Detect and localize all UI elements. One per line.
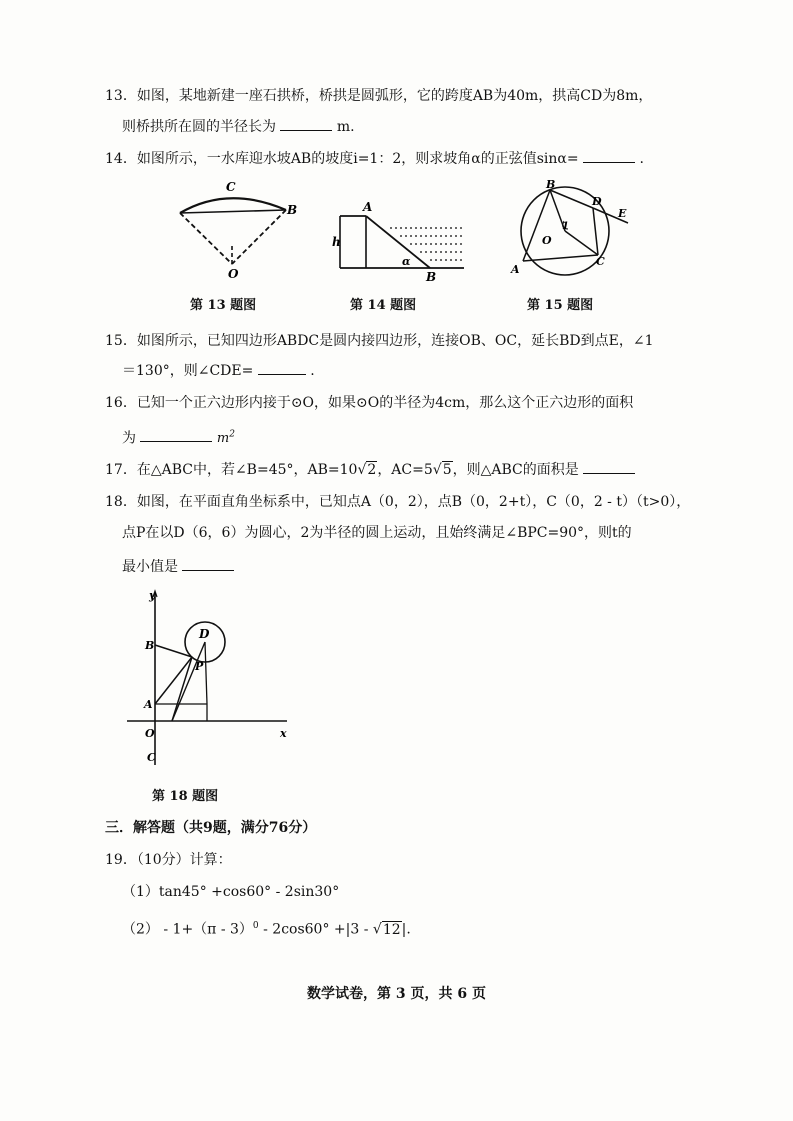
q16-prefix: 为 [122, 430, 136, 447]
q13-unit: m. [336, 119, 355, 135]
fig14-label-alpha: α [402, 255, 411, 268]
q13-answer-blank [280, 116, 332, 131]
q15-period: . [310, 363, 315, 379]
fig14-label-h: h [332, 235, 341, 249]
q17-text-a: 17．在△ABC中，若∠B=45°，AB=10 [105, 462, 358, 478]
q19-part2-exp: 0 [252, 921, 259, 931]
caption-figure-14: 第 14 题图 [350, 298, 417, 313]
q16-answer-blank [140, 427, 212, 442]
page-footer: 数学试卷，第 3 页，共 6 页 [307, 986, 486, 1002]
q16-unit [217, 431, 235, 446]
q16-unit-m: m [216, 431, 230, 447]
caption-figure-15: 第 15 题图 [527, 298, 594, 313]
fig15-label-c: C [596, 255, 605, 268]
fig18-label-p: P [195, 660, 204, 673]
q17-line [105, 459, 635, 480]
q17-radicand-2: 5 [442, 462, 452, 478]
fig15-label-a: A [511, 263, 520, 276]
fig18-label-o: O [145, 727, 155, 740]
fig13-label-o: O [228, 267, 239, 281]
fig14-label-b: B [426, 270, 437, 284]
q19-part2-b: - 2cos60° +|3 - [258, 921, 373, 938]
fig15-label-e: E [618, 207, 627, 220]
figure-13 [168, 180, 308, 290]
q13-line2 [122, 116, 355, 137]
sqrt-symbol-icon: √ [372, 921, 382, 938]
fig18-label-d: D [199, 627, 210, 641]
figure-18 [135, 585, 315, 770]
caption-figure-13: 第 13 题图 [190, 298, 257, 313]
q18-line2: 点P在以D（6，6）为圆心，2为半径的圆上运动，且始终满足∠BPC=90°，则t的 [122, 525, 632, 541]
q17-text-c: ，则△ABC的面积是 [452, 462, 579, 478]
q16-unit-sup: 2 [229, 430, 235, 440]
q19-title: 19．（10分）计算： [105, 852, 232, 868]
fig13-label-b: B [287, 203, 298, 217]
q19-part2 [122, 916, 411, 940]
q14-period: . [639, 151, 644, 167]
q15-line1: 15．如图所示，已知四边形ABDC是圆内接四边形，连接OB、OC，延长BD到点E，∠1 [105, 333, 654, 349]
fig15-label-1: 1 [562, 221, 569, 232]
fig18-label-a: A [144, 698, 153, 711]
q19-part2-c: |. [401, 921, 411, 938]
fig14-label-a: A [363, 200, 373, 214]
q13-prefix: 则桥拱所在圆的半径长为 [122, 119, 276, 135]
section-heading: 三．解答题（共9题，满分76分） [105, 820, 317, 836]
q19-part2-a: （2） - 1+（π - 3） [122, 921, 253, 938]
q17-radicand-1: 2 [367, 462, 377, 478]
q15-answer-blank [258, 360, 306, 375]
q18-prefix: 最小值是 [122, 559, 178, 575]
q18-answer-blank [182, 556, 234, 571]
sqrt-symbol-icon: √ [432, 462, 442, 478]
q16-line1: 16．已知一个正六边形内接于⊙O，如果⊙O的半径为4cm，那么这个正六边形的面积 [105, 395, 634, 411]
caption-figure-18: 第 18 题图 [152, 789, 219, 804]
fig18-label-b: B [145, 639, 155, 652]
q14-line [105, 148, 644, 169]
q15-text: ＝130°，则∠CDE= [122, 363, 254, 379]
q19-part1: （1）tan45° +cos60° - 2sin30° [122, 884, 340, 900]
q13-line1: 13．如图，某地新建一座石拱桥，桥拱是圆弧形，它的跨度AB为40m，拱高CD为8m， [105, 88, 653, 104]
fig13-label-c: C [226, 180, 236, 194]
fig18-label-x: x [280, 727, 287, 740]
fig15-label-d: D [592, 195, 602, 208]
q15-line2 [122, 360, 315, 381]
q17-answer-blank [583, 459, 635, 474]
q18-line1: 18．如图，在平面直角坐标系中，已知点A（0，2），点B（0，2+t），C（0，2 - t）（t>0）， [105, 494, 691, 510]
q14-text: 14．如图所示，一水库迎水坡AB的坡度i=1：2，则求坡角α的正弦值sinα= [105, 151, 579, 167]
fig15-label-b: B [546, 178, 556, 191]
q14-answer-blank [583, 148, 635, 163]
q17-text-b: ，AC=5 [377, 462, 433, 478]
sqrt-symbol-icon: √ [357, 462, 367, 478]
q19-part2-radicand: 12 [382, 921, 401, 938]
figure-15 [510, 178, 660, 283]
fig15-label-o: O [542, 234, 552, 247]
fig18-label-c: C [147, 751, 156, 764]
figure-14 [330, 198, 470, 284]
fig18-label-y: y [149, 589, 156, 602]
q16-line2 [122, 425, 235, 449]
q18-line3 [122, 556, 234, 577]
